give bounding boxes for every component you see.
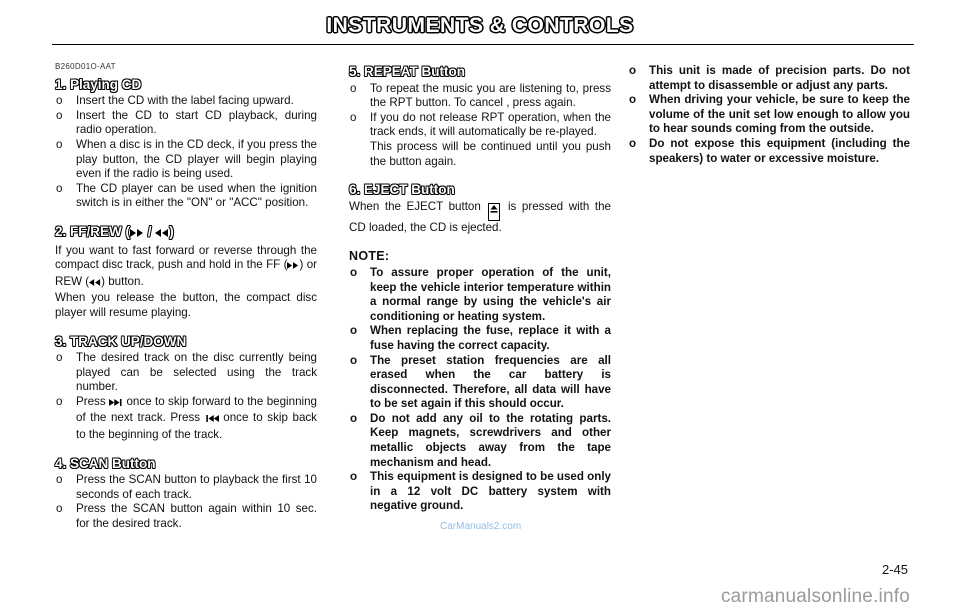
note-item: o The preset station frequencies are all erased when the car battery is disconnected. Therefore, all data will have to be set again if this should occur. bbox=[349, 354, 611, 412]
list-item bbox=[349, 111, 611, 169]
note-item: o Do not add any oil to the rotating parts. Keep magnets, screwdrivers and other metallic objects away from the tape mechanism and head. bbox=[349, 412, 611, 470]
text-run: ) button. bbox=[101, 274, 144, 288]
watermark: carmanualsonline.info bbox=[720, 586, 910, 607]
heading-ff-rew bbox=[55, 225, 317, 242]
text-run: once to skip forward to the beginning of the next track. Press bbox=[76, 394, 317, 425]
ff-rew-paragraph bbox=[55, 244, 317, 292]
list-item: o Press the SCAN button to playback the first 10 seconds of each track. bbox=[55, 473, 317, 502]
note-item: o When driving your vehicle, be sure to keep the volume of the unit set low enough to allow you to hear sounds coming from the outside. bbox=[628, 93, 910, 137]
note-item: o This equipment is designed to be used only in a 12 volt DC battery system with negative ground. bbox=[349, 470, 611, 514]
skip-forward-icon bbox=[109, 397, 123, 412]
section-code: B260D01O-AAT bbox=[55, 62, 116, 71]
heading-repeat-button: 5. REPEAT Button bbox=[349, 64, 465, 79]
text-run: If you do not release RPT operation, when the track ends, it will automatically be re-played. bbox=[370, 110, 611, 139]
page-title: INSTRUMENTS & CONTROLS bbox=[326, 14, 634, 37]
note-item: o To assure proper operation of the unit, keep the vehicle interior temperature within a normal range by using the vehicle's air conditioning or heating system. bbox=[349, 266, 611, 324]
rewind-icon bbox=[155, 227, 169, 242]
list-item: o The CD player can be used when the ignition switch is in either the "ON" or "ACC" position. bbox=[55, 182, 317, 211]
note-item: o This unit is made of precision parts. Do not attempt to disassemble or adjust any parts. bbox=[628, 64, 910, 93]
list-item bbox=[55, 395, 317, 443]
note-item: o Do not expose this equipment (including the speakers) to water or excessive moisture. bbox=[628, 137, 910, 166]
header-rule bbox=[52, 44, 914, 45]
column-1 bbox=[55, 56, 317, 532]
heading-ff-rew-sep: / bbox=[144, 223, 156, 239]
note-item: o When replacing the fuse, replace it with a fuse having the correct capacity. bbox=[349, 324, 611, 353]
column-3 bbox=[628, 64, 910, 166]
text-run: If you want to fast forward or reverse through the compact disc track, push and hold in the FF ( bbox=[55, 243, 317, 272]
note-list bbox=[349, 266, 611, 514]
text-run: When the EJECT button bbox=[349, 199, 487, 213]
text-run: ) or REW ( bbox=[55, 258, 318, 288]
heading-track-up-down: 3. TRACK UP/DOWN bbox=[55, 333, 187, 349]
heading-eject-button: 6. EJECT Button bbox=[349, 182, 455, 198]
text-run: once to skip back to the beginning of the track. bbox=[76, 411, 317, 442]
fast-forward-icon bbox=[287, 260, 299, 275]
page-header bbox=[0, 14, 960, 38]
rewind-icon bbox=[89, 277, 101, 292]
eject-icon bbox=[488, 203, 500, 221]
heading-playing-cd: 1. Playing CD bbox=[55, 76, 142, 92]
eject-paragraph bbox=[349, 200, 611, 236]
fast-forward-icon bbox=[130, 227, 144, 242]
text-run: Press bbox=[76, 394, 110, 408]
heading-scan-button: 4. SCAN Button bbox=[55, 455, 156, 471]
column-2 bbox=[349, 56, 611, 514]
list-item: o To repeat the music you are listening to, press the RPT button. To cancel , press again. bbox=[349, 82, 611, 111]
note-title: NOTE: bbox=[349, 249, 390, 264]
list-item: o Insert the CD with the label facing upward. bbox=[55, 94, 317, 109]
heading-ff-rew-text: 2. FF/REW ( bbox=[55, 223, 130, 239]
text-run: is pressed with the CD loaded, the CD is ejected. bbox=[349, 199, 611, 234]
list-item: o Press the SCAN button again within 10 sec. for the desired track. bbox=[55, 502, 317, 531]
watermark-overlay: CarManuals2.com bbox=[440, 521, 522, 532]
list-item: o The desired track on the disc currently being played can be selected using the track number. bbox=[55, 351, 317, 395]
list-item: o Insert the CD to start CD playback, during radio operation. bbox=[55, 109, 317, 138]
heading-ff-rew-close: ) bbox=[169, 223, 174, 239]
ff-rew-paragraph-2: When you release the button, the compact disc player will resume playing. bbox=[55, 291, 317, 319]
list-item: o When a disc is in the CD deck, if you press the play button, the CD player will begin playing even if the radio is being used. bbox=[55, 138, 317, 182]
page-number: 2-45 bbox=[881, 562, 908, 577]
skip-back-icon bbox=[205, 413, 219, 428]
text-run: This process will be continued until you push the button again. bbox=[370, 139, 611, 168]
